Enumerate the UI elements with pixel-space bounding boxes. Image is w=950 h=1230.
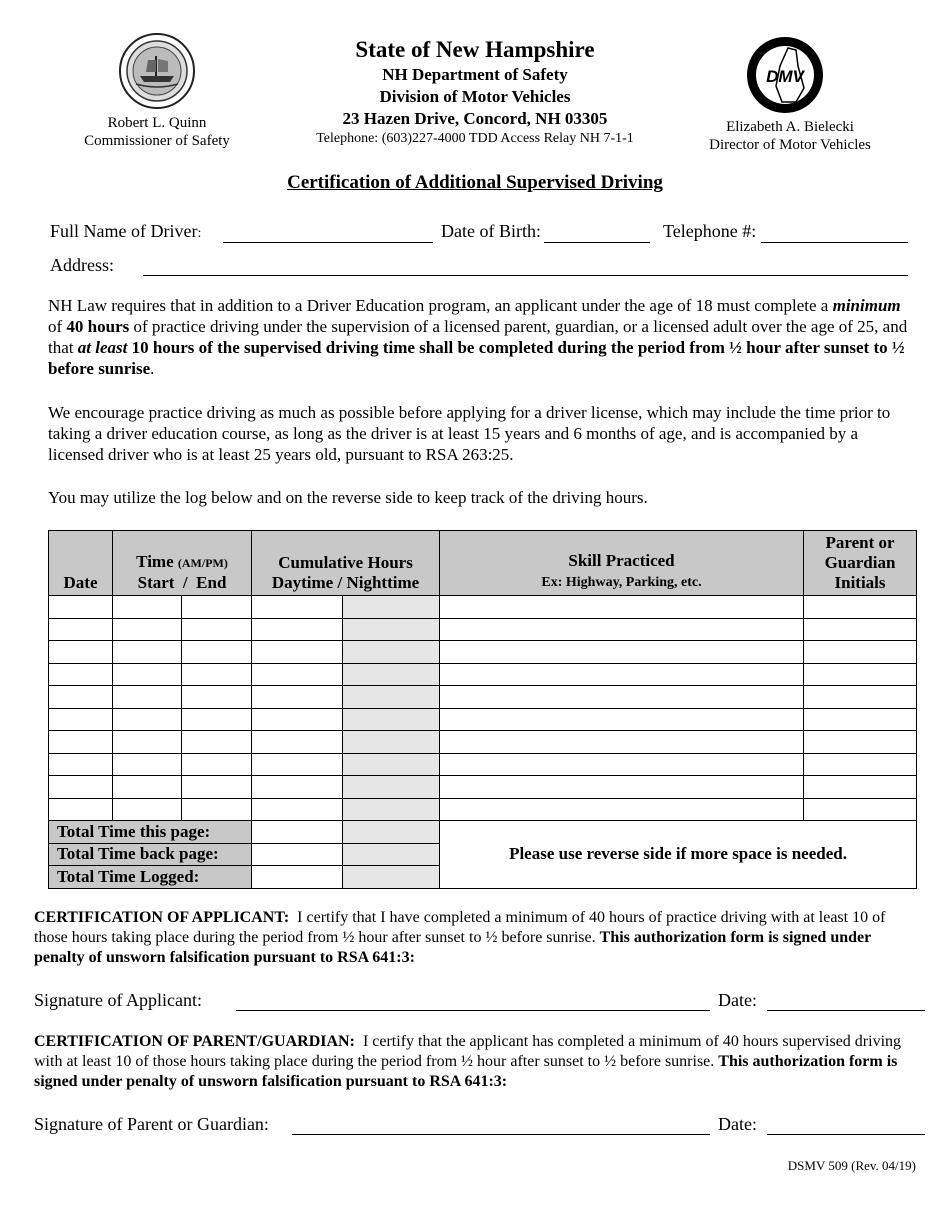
total-this-page-label: Total Time this page: xyxy=(49,821,252,844)
agency-address: 23 Hazen Drive, Concord, NH 03305 xyxy=(342,109,608,128)
form-number: DSMV 509 (Rev. 04/19) xyxy=(787,1158,916,1173)
commissioner-name: Robert L. Quinn xyxy=(107,115,207,131)
dob-field[interactable] xyxy=(544,242,650,243)
state-seal-icon xyxy=(118,32,196,110)
parent-date-label: Date: xyxy=(718,1114,757,1134)
applicant-date-label: Date: xyxy=(718,990,757,1010)
total-back-page-night[interactable] xyxy=(343,843,440,866)
director-name: Elizabeth A. Bielecki xyxy=(726,119,854,135)
parent-signature-field[interactable] xyxy=(292,1134,710,1135)
applicant-signature-field[interactable] xyxy=(236,1010,710,1011)
agency-telephone: Telephone: (603)227-4000 TDD Access Relay NH 7-1-1 xyxy=(316,131,634,146)
col-cumulative-hours: Cumulative Hours Daytime / Nighttime xyxy=(252,531,440,596)
full-name-label: Full Name of Driver: xyxy=(50,221,202,241)
address-field[interactable] xyxy=(143,275,908,276)
telephone-field[interactable] xyxy=(761,242,908,243)
table-row xyxy=(49,753,917,776)
col-time: Time (AM/PM) Start / End xyxy=(113,531,252,596)
col-date: Date xyxy=(49,531,113,596)
table-row xyxy=(49,798,917,821)
encourage-paragraph: We encourage practice driving as much as possible before applying for a driver license, which may include the time prior to taking a driver education course, as long as the driver is at least 15 years and 6 months of age, and is accompanied by a licensed driver who is at least 25 years old, pursuant to RSA 263:25. xyxy=(48,403,891,464)
full-name-field[interactable] xyxy=(223,242,433,243)
total-back-page-day[interactable] xyxy=(252,843,343,866)
department-name: NH Department of Safety xyxy=(382,65,568,84)
total-logged-night[interactable] xyxy=(343,866,440,889)
telephone-label: Telephone #: xyxy=(663,221,757,241)
parent-date-field[interactable] xyxy=(767,1134,925,1135)
total-logged-day[interactable] xyxy=(252,866,343,889)
table-row xyxy=(49,618,917,641)
total-this-page-day[interactable] xyxy=(252,821,343,844)
table-row xyxy=(49,776,917,799)
applicant-date-field[interactable] xyxy=(767,1010,925,1011)
table-row xyxy=(49,641,917,664)
agency-header xyxy=(260,36,690,148)
state-title: State of New Hampshire xyxy=(355,37,595,62)
applicant-certification: CERTIFICATION OF APPLICANT: I certify that I have completed a minimum of 40 hours of practice driving with at least 10 of those hours taking place during the period from ½ hour after sunset to ½ before sunrise. This authorization form is signed under penalty of unsworn falsification pursuant to RSA 641:3: xyxy=(34,909,890,966)
table-row xyxy=(49,708,917,731)
law-paragraph: NH Law requires that in addition to a Driver Education program, an applicant under the age of 18 must complete a minimum of 40 hours of practice driving under the supervision of a licensed parent, guardian, or a licensed adult over the age of 25, and that at least 10 hours of the supervised driving time shall be completed during the period from ½ hour after sunset to ½ before sunrise. xyxy=(48,296,908,378)
table-row xyxy=(49,596,917,619)
reverse-side-note: Please use reverse side if more space is needed. xyxy=(440,821,917,889)
driving-log-table xyxy=(48,530,917,889)
dmv-logo-icon xyxy=(746,36,824,114)
table-header-row xyxy=(49,531,917,596)
log-instruction: You may utilize the log below and on the reverse side to keep track of the driving hours. xyxy=(48,488,648,507)
dmv-logo-text: DMV xyxy=(766,67,804,86)
director-block xyxy=(690,118,890,154)
address-label: Address: xyxy=(50,255,114,275)
table-row xyxy=(49,663,917,686)
parent-certification: CERTIFICATION OF PARENT/GUARDIAN: I certify that the applicant has completed a minimum of 40 hours supervised driving with at least 10 of those hours taking place during the period from ½ hour after sunset to ½ before sunrise. This authorization form is signed under penalty of unsworn falsification pursuant to RSA 641:3: xyxy=(34,1033,906,1090)
total-this-page-night[interactable] xyxy=(343,821,440,844)
commissioner-title: Commissioner of Safety xyxy=(84,133,230,149)
dob-label: Date of Birth: xyxy=(441,221,541,241)
total-logged-label: Total Time Logged: xyxy=(49,866,252,889)
form-title: Certification of Additional Supervised Driving xyxy=(287,172,663,193)
total-back-page-label: Total Time back page: xyxy=(49,843,252,866)
total-this-page-row xyxy=(49,821,917,844)
col-parent-initials: Parent or Guardian Initials xyxy=(804,531,917,596)
table-row xyxy=(49,731,917,754)
col-skill-practiced: Skill Practiced Ex: Highway, Parking, etc. xyxy=(440,531,804,596)
director-title: Director of Motor Vehicles xyxy=(709,137,871,153)
division-name: Division of Motor Vehicles xyxy=(379,87,571,106)
parent-signature-label: Signature of Parent or Guardian: xyxy=(34,1114,269,1134)
commissioner-block xyxy=(62,114,252,150)
table-row xyxy=(49,686,917,709)
applicant-signature-label: Signature of Applicant: xyxy=(34,990,202,1010)
